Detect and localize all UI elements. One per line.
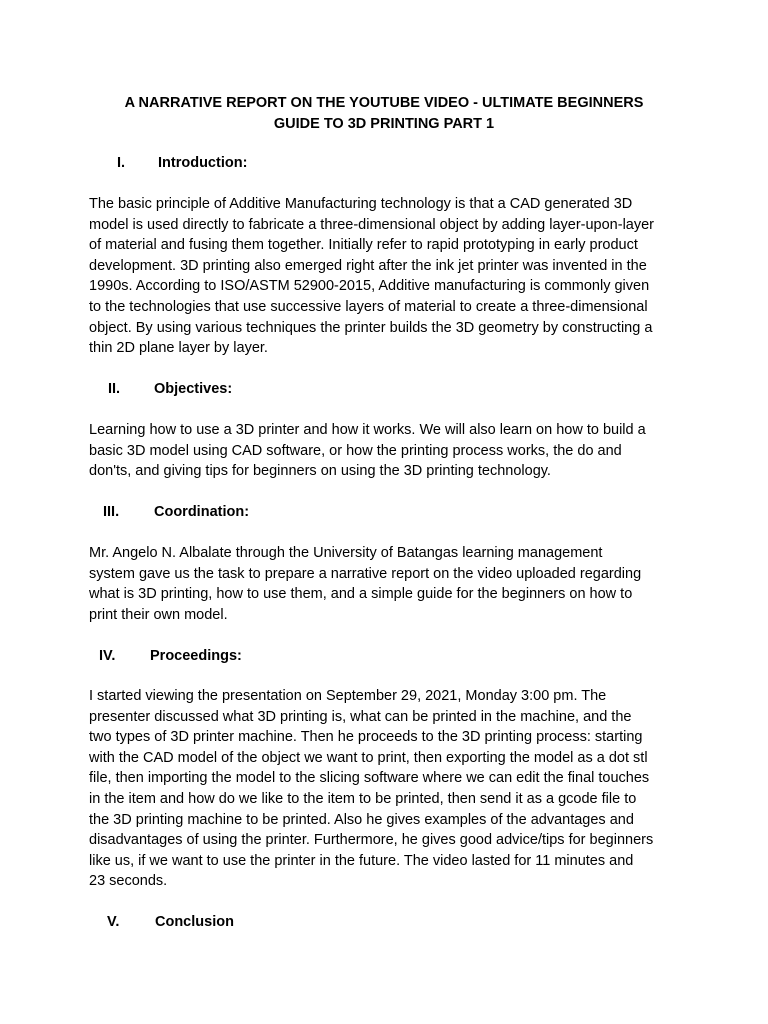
paragraph-line: object. By using various techniques the printer builds the 3D geometry by constructing a: [89, 319, 653, 336]
section-numeral: III.: [103, 504, 120, 520]
paragraph-line: what is 3D printing, how to use them, and a simple guide for the beginners on how to: [89, 586, 633, 603]
paragraph-line: system gave us the task to prepare a narrative report on the video uploaded regarding: [89, 565, 642, 582]
section-title: Coordination:: [154, 504, 250, 520]
section-title: Proceedings:: [150, 648, 242, 664]
paragraph-line: presenter discussed what 3D printing is, what can be printed in the machine, and the: [89, 708, 632, 725]
paragraph-line: print their own model.: [89, 606, 228, 623]
section-paragraph-objectives: [89, 420, 689, 482]
paragraph-line: disadvantages of using the printer. Furthermore, he gives good advice/tips for beginners: [89, 832, 654, 849]
paragraph-line: model is used directly to fabricate a three-dimensional object by adding layer-upon-layer: [89, 216, 654, 233]
paragraph-line: basic 3D model using CAD software, or how the printing process works, the do and: [89, 442, 622, 459]
section-numeral: I.: [117, 155, 126, 171]
section-paragraph-coordination: [89, 543, 689, 625]
paragraph-line: of material and fusing them together. Initially refer to rapid prototyping in early product: [89, 237, 638, 254]
title-line: A NARRATIVE REPORT ON THE YOUTUBE VIDEO - ULTIMATE BEGINNERS: [124, 95, 644, 111]
section-title: Introduction:: [158, 155, 248, 171]
paragraph-line: 23 seconds.: [89, 873, 168, 890]
paragraph-line: with the CAD model of the object we want to print, then exporting the model as a dot stl: [89, 749, 648, 766]
title-line: GUIDE TO 3D PRINTING PART 1: [273, 116, 495, 132]
paragraph-line: in the item and how do we like to the item to be printed, then send it as a gcode file to: [89, 790, 637, 807]
section-title: Conclusion: [155, 914, 234, 930]
section-paragraph-proceedings: [89, 686, 689, 892]
paragraph-line: two types of 3D printer machine. Then he proceeds to the 3D printing process: starting: [89, 729, 643, 746]
paragraph-line: don'ts, and giving tips for beginners on using the 3D printing technology.: [89, 463, 551, 480]
paragraph-line: the 3D printing machine to be printed. Also he gives examples of the advantages and: [89, 811, 634, 828]
section-title: Objectives:: [154, 381, 233, 397]
paragraph-line: I started viewing the presentation on September 29, 2021, Monday 3:00 pm. The: [89, 688, 607, 704]
paragraph-line: 1990s. According to ISO/ASTM 52900-2015, Additive manufacturing is commonly given: [89, 278, 650, 295]
paragraph-line: Learning how to use a 3D printer and how it works. We will also learn on how to build a: [89, 422, 646, 438]
section-numeral: II.: [108, 381, 121, 397]
paragraph-line: file, then importing the model to the slicing software where we can edit the final touches: [89, 770, 650, 787]
paragraph-line: The basic principle of Additive Manufacturing technology is that a CAD generated 3D: [89, 196, 633, 212]
paragraph-line: Mr. Angelo N. Albalate through the University of Batangas learning management: [89, 545, 603, 561]
paragraph-line: development. 3D printing also emerged right after the ink jet printer was invented in the: [89, 257, 647, 274]
document-title: [60, 93, 708, 135]
section-numeral: IV.: [99, 648, 116, 664]
paragraph-line: like us, if we want to use the printer in the future. The video lasted for 11 minutes and: [89, 852, 634, 869]
paragraph-line: to the technologies that use successive layers of material to create a three-dimensional: [89, 298, 648, 315]
section-numeral: V.: [107, 914, 120, 930]
paragraph-line: thin 2D plane layer by layer.: [89, 340, 268, 357]
section-paragraph-introduction: [89, 194, 689, 359]
